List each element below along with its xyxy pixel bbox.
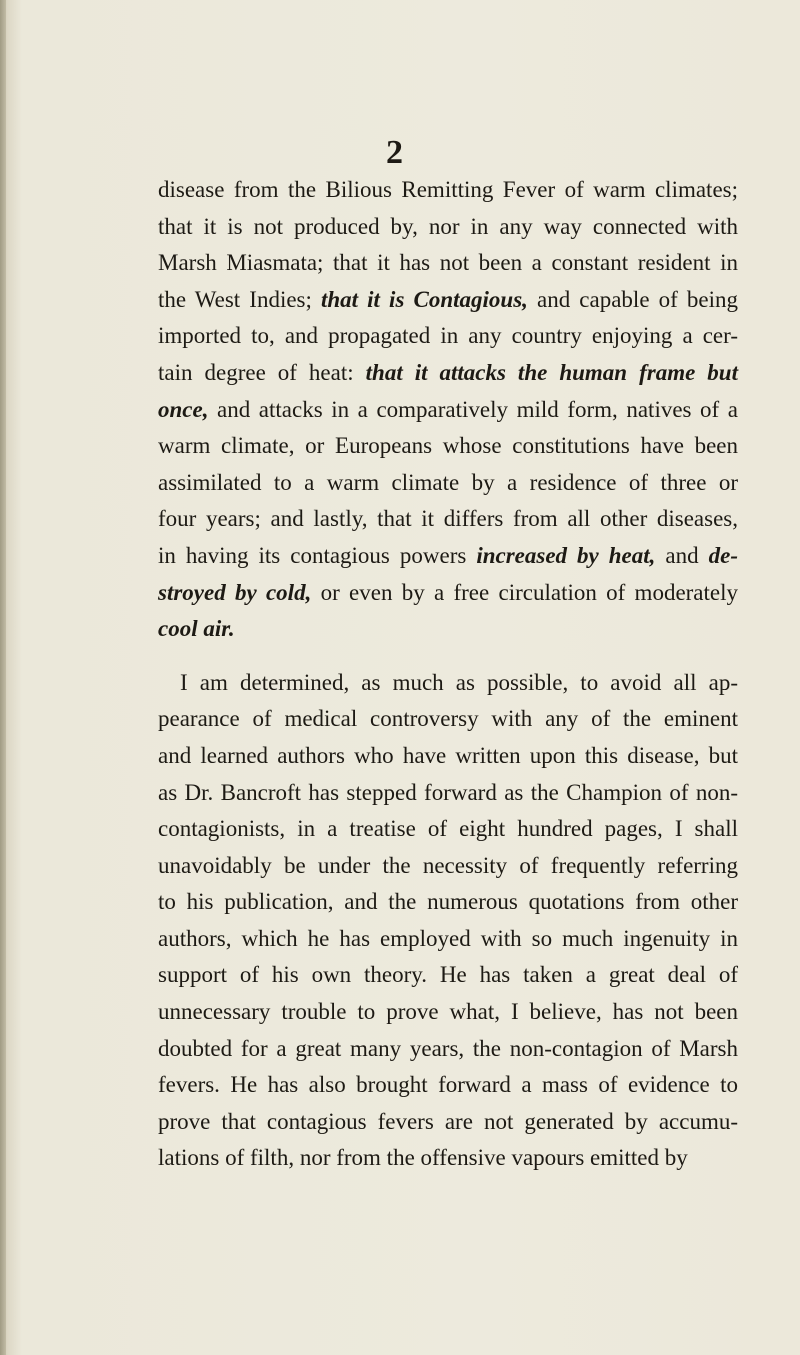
text-run: and attacks in a comparatively mild form, natives of a: [208, 396, 738, 422]
text-line: [158, 172, 738, 209]
italic-emphasis: increased by heat,: [476, 542, 656, 568]
text-line: [158, 282, 738, 319]
text-run: and learned authors who have written upon this disease, but: [158, 742, 738, 768]
text-run: the West Indies;: [158, 286, 321, 312]
text-line: [158, 775, 738, 812]
text-line: [158, 848, 738, 885]
text-run: unavoidably be under the necessity of frequently referring: [158, 852, 738, 878]
text-line: [158, 611, 738, 648]
text-run: to his publication, and the numerous quotations from other: [158, 889, 738, 915]
page-number: 2: [386, 134, 403, 171]
text-run: fevers. He has also brought forward a mass of evidence to: [158, 1072, 738, 1098]
text-line: [158, 465, 738, 502]
text-run: disease from the Bilious Remitting Fever of warm climates;: [158, 177, 738, 202]
body-text: [158, 172, 738, 1177]
italic-emphasis: stroyed by cold,: [158, 579, 312, 605]
paragraph-gap: [158, 648, 738, 665]
text-line: [158, 811, 738, 848]
text-run: contagionists, in a treatise of eight hundred pages, I shall: [158, 816, 738, 842]
text-line: [158, 994, 738, 1031]
text-run: Marsh Miasmata; that it has not been a constant resident in: [158, 250, 738, 276]
text-line: [158, 538, 738, 575]
text-run: imported to, and propagated in any country enjoying a cer-: [158, 323, 738, 349]
text-run: or even by a free circulation of moderately: [311, 579, 739, 605]
text-line: [158, 1140, 738, 1177]
text-run: support of his own theory. He has taken a great deal of: [158, 962, 738, 988]
text-run: that it is not produced by, nor in any way connected with: [158, 213, 738, 239]
text-line: [158, 501, 738, 538]
italic-emphasis: that it attacks the human frame but: [365, 359, 738, 385]
paragraph: [158, 172, 738, 648]
text-run: warm climate, or Europeans whose constitutions have been: [158, 433, 738, 459]
text-run: unnecessary trouble to prove what, I believe, has not been: [158, 999, 738, 1025]
text-line: [158, 355, 738, 392]
text-run: lations of filth, nor from the offensive vapours emitted by: [158, 1145, 688, 1171]
text-run: as Dr. Bancroft has stepped forward as the Champion of non-: [158, 779, 738, 805]
text-run: pearance of medical controversy with any of the eminent: [158, 706, 738, 732]
text-line: [158, 209, 738, 246]
text-line: [158, 1104, 738, 1141]
text-run: assimilated to a warm climate by a residence of three or: [158, 469, 738, 495]
text-line: [158, 428, 738, 465]
text-line: [158, 1031, 738, 1068]
text-line: [158, 392, 738, 429]
text-run: and capable of being: [527, 286, 738, 312]
italic-emphasis: de-: [708, 542, 739, 568]
italic-emphasis: that it is Contagious,: [321, 286, 528, 312]
italic-emphasis: once,: [158, 396, 209, 422]
text-line: [158, 738, 738, 775]
text-run: authors, which he has employed with so much ingenuity in: [158, 925, 738, 951]
text-run: doubted for a great many years, the non-contagion of Marsh: [158, 1035, 738, 1061]
text-line: [158, 665, 738, 702]
text-line: [158, 1067, 738, 1104]
text-line: [158, 957, 738, 994]
paragraph: [158, 665, 738, 1177]
text-run: and: [655, 542, 709, 568]
text-run: I am determined, as much as possible, to avoid all ap-: [180, 669, 738, 695]
text-line: [158, 884, 738, 921]
text-line: [158, 318, 738, 355]
page-binding-edge: [0, 0, 6, 1355]
text-run: tain degree of heat:: [158, 359, 366, 385]
text-run: in having its contagious powers: [158, 542, 477, 568]
text-line: [158, 701, 738, 738]
text-run: four years; and lastly, that it differs from all other diseases,: [158, 506, 738, 532]
text-line: [158, 245, 738, 282]
text-line: [158, 921, 738, 958]
text-line: [158, 575, 738, 612]
italic-emphasis: cool air.: [158, 616, 235, 642]
text-run: prove that contagious fevers are not generated by accumu-: [158, 1108, 738, 1134]
